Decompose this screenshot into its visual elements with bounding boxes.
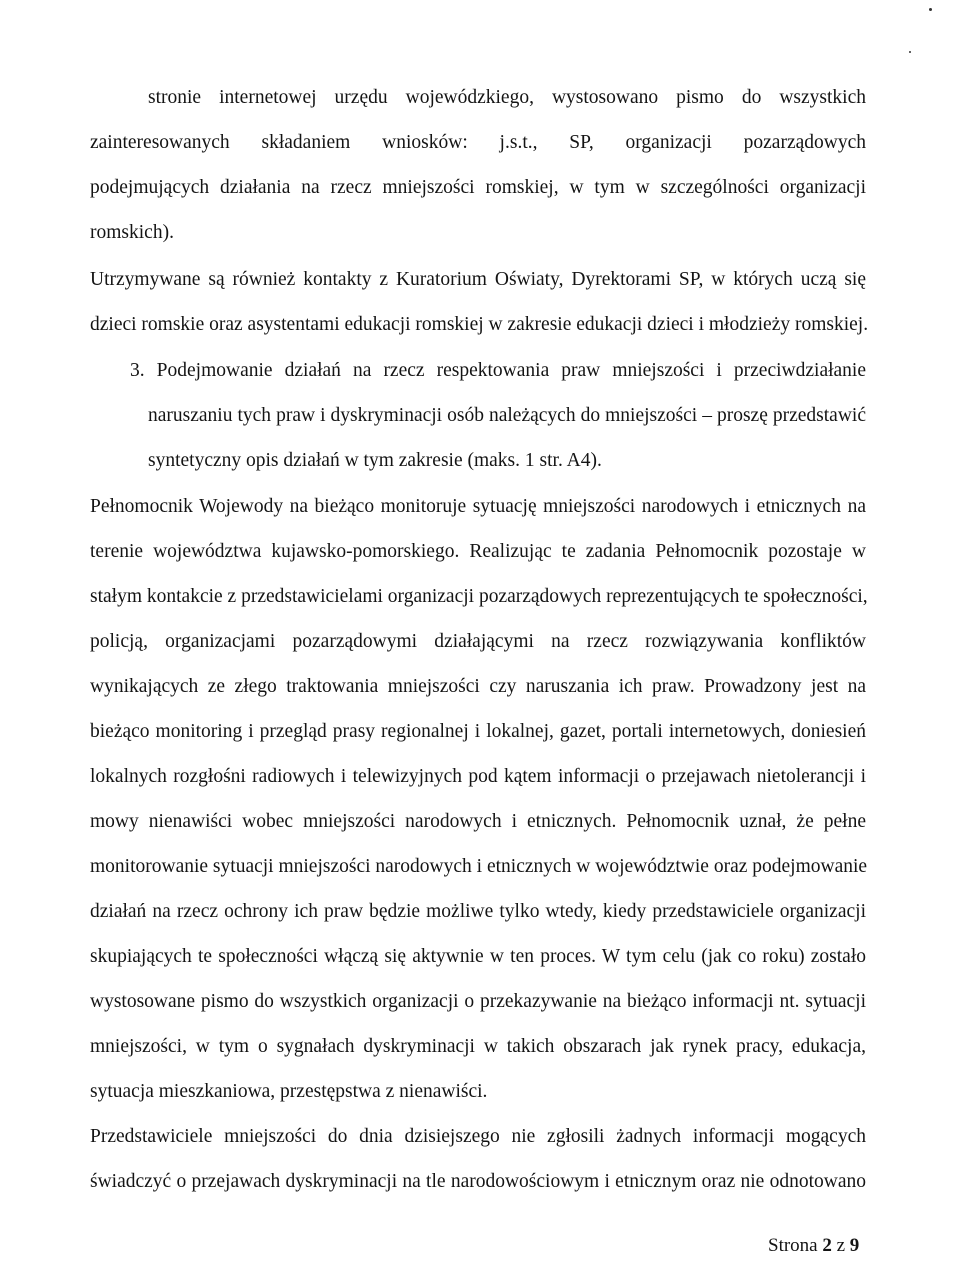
line-text: stronie internetowej urzędu wojewódzkiego, wystosowano pismo do wszystkich <box>148 87 866 108</box>
line-text: policją, organizacjami pozarządowymi działającymi na rzecz rozwiązywania konfliktów <box>90 631 866 652</box>
line-text: dzieci romskie oraz asystentami edukacji romskiej w zakresie edukacji dzieci i młodzieży romskiej. <box>90 314 869 335</box>
text-line <box>0 537 960 567</box>
line-text: monitorowanie sytuacji mniejszości narodowych i etnicznych w województwie oraz podejmowanie <box>90 856 868 877</box>
line-text: Pełnomocnik Wojewody na bieżąco monitoruje sytuację mniejszości narodowych i etnicznych na <box>90 496 866 517</box>
line-text: działań na rzecz ochrony ich praw będzie możliwe tylko wtedy, kiedy przedstawiciele organizacji <box>90 901 866 922</box>
page-number <box>768 1232 878 1260</box>
text-line <box>0 897 960 927</box>
line-text: sytuacja mieszkaniowa, przestępstwa z nienawiści. <box>90 1081 488 1102</box>
text-line <box>0 987 960 1017</box>
text-line <box>0 762 960 792</box>
line-text: 3. Podejmowanie działań na rzecz respektowania praw mniejszości i przeciwdziałanie <box>130 360 866 381</box>
line-text: naruszaniu tych praw i dyskryminacji osób należących do mniejszości – proszę przedstawić <box>148 405 866 426</box>
line-text: terenie województwa kujawsko-pomorskiego. Realizując te zadania Pełnomocnik pozostaje w <box>90 541 866 562</box>
page-number-label: Strona <box>768 1235 818 1256</box>
line-text: wystosowane pismo do wszystkich organizacji o przekazywanie na bieżąco informacji nt. sytuacji <box>90 991 866 1012</box>
text-line <box>0 672 960 702</box>
line-text: wynikających ze złego traktowania mniejszości czy naruszania ich praw. Prowadzony jest na <box>90 676 866 697</box>
scan-speck <box>909 51 911 53</box>
page-number-current: 2 <box>822 1235 832 1256</box>
text-line <box>0 492 960 522</box>
line-text: bieżąco monitoring i przegląd prasy regionalnej i lokalnej, gazet, portali internetowych, doniesień <box>90 721 866 742</box>
text-line <box>0 852 960 882</box>
line-text: świadczyć o przejawach dyskryminacji na tle narodowościowym i etnicznym oraz nie odnotowano <box>90 1171 866 1192</box>
text-line <box>0 310 960 340</box>
line-text: lokalnych rozgłośni radiowych i telewizyjnych pod kątem informacji o przejawach nietolerancji i <box>90 766 866 787</box>
text-line <box>0 1077 960 1107</box>
line-text: mowy nienawiści wobec mniejszości narodowych i etnicznych. Pełnomocnik uznał, że pełne <box>90 811 866 832</box>
line-text: mniejszości, w tym o sygnałach dyskryminacji w takich obszarach jak rynek pracy, edukacja, <box>90 1036 866 1057</box>
line-text: Przedstawiciele mniejszości do dnia dzisiejszego nie zgłosili żadnych informacji mogących <box>90 1126 866 1147</box>
text-line <box>0 1032 960 1062</box>
text-line <box>0 173 960 203</box>
text-line <box>0 218 960 248</box>
line-text: stałym kontakcie z przedstawicielami organizacji pozarządowych reprezentujących te społeczności, <box>90 586 868 607</box>
text-line <box>0 1122 960 1152</box>
text-line <box>0 807 960 837</box>
line-text: romskich). <box>90 222 174 243</box>
line-text: zainteresowanych składaniem wniosków: j.s.t., SP, organizacji pozarządowych <box>90 132 866 153</box>
text-line <box>0 717 960 747</box>
text-line <box>0 582 960 612</box>
page-number-of: z <box>836 1235 846 1256</box>
text-line <box>0 265 960 295</box>
line-text: syntetyczny opis działań w tym zakresie (maks. 1 str. A4). <box>148 450 602 471</box>
line-text: skupiających te społeczności włączą się aktywnie w ten proces. W tym celu (jak co roku) zostało <box>90 946 866 967</box>
section-heading-line <box>0 356 960 386</box>
section-heading-line <box>0 401 960 431</box>
text-line <box>0 627 960 657</box>
text-line <box>0 942 960 972</box>
page-number-total: 9 <box>849 1235 860 1256</box>
text-line <box>0 1167 960 1197</box>
line-text: Utrzymywane są również kontakty z Kuratorium Oświaty, Dyrektorami SP, w których uczą się <box>90 269 866 290</box>
text-line <box>0 83 960 113</box>
text-line <box>0 128 960 158</box>
scan-speck <box>929 8 932 11</box>
section-heading-line <box>0 446 960 476</box>
line-text: podejmujących działania na rzecz mniejszości romskiej, w tym w szczególności organizacji <box>90 177 866 198</box>
